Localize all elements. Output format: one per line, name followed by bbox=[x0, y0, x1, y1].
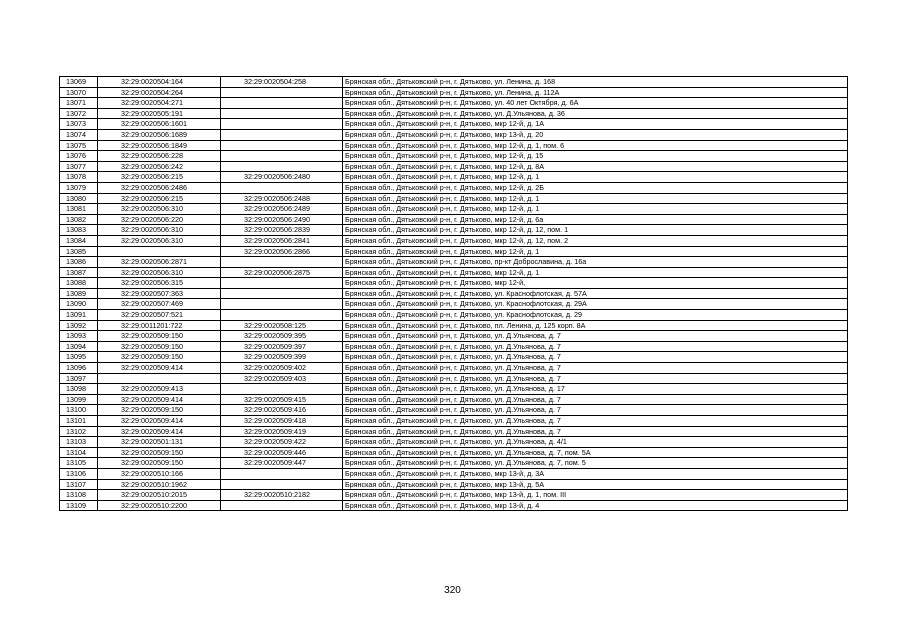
cadastral-number-cell: 32:29:0020509:150 bbox=[98, 331, 221, 342]
address-cell: Брянская обл., Дятьковский р-н, г. Дятьково, мкр 12-й, д. 12, пом. 2 bbox=[343, 235, 848, 246]
cadastral-number-cell: 32:29:0020510:2200 bbox=[98, 500, 221, 511]
address-cell: Брянская обл., Дятьковский р-н, г. Дятьково, ул. Ленина, д. 168 bbox=[343, 77, 848, 88]
linked-cadastral-number-cell bbox=[221, 479, 343, 490]
table-row bbox=[60, 214, 848, 225]
row-number-cell: 13088 bbox=[60, 278, 98, 289]
row-number-cell: 13090 bbox=[60, 299, 98, 310]
linked-cadastral-number-cell: 32:29:0020509:422 bbox=[221, 437, 343, 448]
row-number-cell: 13109 bbox=[60, 500, 98, 511]
table-row bbox=[60, 225, 848, 236]
address-cell: Брянская обл., Дятьковский р-н, г. Дятьково, мкр 12-й, д. 6а bbox=[343, 214, 848, 225]
table-row bbox=[60, 87, 848, 98]
table-row bbox=[60, 119, 848, 130]
cadastral-number-cell: 32:29:0020509:413 bbox=[98, 384, 221, 395]
address-cell: Брянская обл., Дятьковский р-н, г. Дятьково, мкр 12-й, д. 2Б bbox=[343, 182, 848, 193]
linked-cadastral-number-cell bbox=[221, 288, 343, 299]
linked-cadastral-number-cell: 32:29:0020506:2839 bbox=[221, 225, 343, 236]
table-row bbox=[60, 172, 848, 183]
address-cell: Брянская обл., Дятьковский р-н, г. Дятьково, мкр 12-й, д. 12, пом. 1 bbox=[343, 225, 848, 236]
row-number-cell: 13085 bbox=[60, 246, 98, 257]
linked-cadastral-number-cell bbox=[221, 140, 343, 151]
address-cell: Брянская обл., Дятьковский р-н, г. Дятьково, ул. Д.Ульянова, д. 17 bbox=[343, 384, 848, 395]
row-number-cell: 13081 bbox=[60, 204, 98, 215]
linked-cadastral-number-cell: 32:29:0020506:2480 bbox=[221, 172, 343, 183]
table-row bbox=[60, 331, 848, 342]
address-cell: Брянская обл., Дятьковский р-н, г. Дятьково, ул. Д.Ульянова, д. 7, пом. 5 bbox=[343, 458, 848, 469]
cadastral-number-cell: 32:29:0020509:414 bbox=[98, 416, 221, 427]
address-cell: Брянская обл., Дятьковский р-н, г. Дятьково, ул. Д.Ульянова, д. 7 bbox=[343, 416, 848, 427]
address-cell: Брянская обл., Дятьковский р-н, г. Дятьково, мкр 12-й, д. 1 bbox=[343, 193, 848, 204]
cadastral-number-cell: 32:29:0020501:131 bbox=[98, 437, 221, 448]
table-row bbox=[60, 341, 848, 352]
address-cell: Брянская обл., Дятьковский р-н, г. Дятьково, мкр 12-й, д. 1 bbox=[343, 172, 848, 183]
row-number-cell: 13107 bbox=[60, 479, 98, 490]
row-number-cell: 13092 bbox=[60, 320, 98, 331]
row-number-cell: 13099 bbox=[60, 394, 98, 405]
cadastral-number-cell: 32:29:0020506:242 bbox=[98, 161, 221, 172]
linked-cadastral-number-cell: 32:29:0020509:447 bbox=[221, 458, 343, 469]
linked-cadastral-number-cell: 32:29:0020509:416 bbox=[221, 405, 343, 416]
table-row bbox=[60, 490, 848, 501]
address-cell: Брянская обл., Дятьковский р-н, г. Дятьково, ул. Д.Ульянова, д. 7 bbox=[343, 352, 848, 363]
table-row bbox=[60, 288, 848, 299]
row-number-cell: 13071 bbox=[60, 98, 98, 109]
linked-cadastral-number-cell bbox=[221, 278, 343, 289]
linked-cadastral-number-cell bbox=[221, 119, 343, 130]
cadastral-number-cell: 32:29:0020507:521 bbox=[98, 310, 221, 321]
row-number-cell: 13073 bbox=[60, 119, 98, 130]
linked-cadastral-number-cell: 32:29:0020510:2182 bbox=[221, 490, 343, 501]
table-row bbox=[60, 129, 848, 140]
cadastral-number-cell: 32:29:0020506:310 bbox=[98, 204, 221, 215]
row-number-cell: 13069 bbox=[60, 77, 98, 88]
address-cell: Брянская обл., Дятьковский р-н, г. Дятьково, мкр 12-й, д. 1 bbox=[343, 267, 848, 278]
row-number-cell: 13084 bbox=[60, 235, 98, 246]
linked-cadastral-number-cell bbox=[221, 87, 343, 98]
address-cell: Брянская обл., Дятьковский р-н, г. Дятьково, мкр 12-й, д. 1, пом. 6 bbox=[343, 140, 848, 151]
cadastral-number-cell: 32:29:0020506:215 bbox=[98, 172, 221, 183]
address-cell: Брянская обл., Дятьковский р-н, г. Дятьково, пл. Ленина, д. 125 корп. 8А bbox=[343, 320, 848, 331]
table-row bbox=[60, 235, 848, 246]
address-cell: Брянская обл., Дятьковский р-н, г. Дятьково, мкр 12-й, д. 1 bbox=[343, 246, 848, 257]
linked-cadastral-number-cell: 32:29:0020509:403 bbox=[221, 373, 343, 384]
linked-cadastral-number-cell bbox=[221, 500, 343, 511]
linked-cadastral-number-cell: 32:29:0020509:418 bbox=[221, 416, 343, 427]
cadastral-number-cell: 32:29:0020507:469 bbox=[98, 299, 221, 310]
table-row bbox=[60, 193, 848, 204]
table-row bbox=[60, 320, 848, 331]
cadastral-number-cell: 32:29:0020509:150 bbox=[98, 458, 221, 469]
cadastral-number-cell: 32:29:0020509:150 bbox=[98, 352, 221, 363]
registry-table-container bbox=[59, 76, 847, 511]
table-row bbox=[60, 299, 848, 310]
table-row bbox=[60, 161, 848, 172]
cadastral-number-cell: 32:29:0020506:1849 bbox=[98, 140, 221, 151]
address-cell: Брянская обл., Дятьковский р-н, г. Дятьково, мкр 12-й, д. 1А bbox=[343, 119, 848, 130]
cadastral-number-cell: 32:29:0020506:1689 bbox=[98, 129, 221, 140]
address-cell: Брянская обл., Дятьковский р-н, г. Дятьково, ул. Д.Ульянова, д. 7 bbox=[343, 405, 848, 416]
linked-cadastral-number-cell: 32:29:0020506:2866 bbox=[221, 246, 343, 257]
cadastral-number-cell: 32:29:0020506:2486 bbox=[98, 182, 221, 193]
cadastral-number-cell: 32:29:0020509:414 bbox=[98, 363, 221, 374]
table-row bbox=[60, 384, 848, 395]
table-row bbox=[60, 500, 848, 511]
cadastral-number-cell: 32:29:0020510:2015 bbox=[98, 490, 221, 501]
row-number-cell: 13105 bbox=[60, 458, 98, 469]
row-number-cell: 13079 bbox=[60, 182, 98, 193]
cadastral-number-cell: 32:29:0020509:414 bbox=[98, 394, 221, 405]
address-cell: Брянская обл., Дятьковский р-н, г. Дятьково, ул. Ленина, д. 112А bbox=[343, 87, 848, 98]
table-row bbox=[60, 426, 848, 437]
row-number-cell: 13098 bbox=[60, 384, 98, 395]
row-number-cell: 13077 bbox=[60, 161, 98, 172]
linked-cadastral-number-cell: 32:29:0020506:2489 bbox=[221, 204, 343, 215]
row-number-cell: 13083 bbox=[60, 225, 98, 236]
linked-cadastral-number-cell: 32:29:0020509:419 bbox=[221, 426, 343, 437]
cadastral-number-cell: 32:29:0020509:150 bbox=[98, 341, 221, 352]
table-row bbox=[60, 405, 848, 416]
cadastral-number-cell: 32:29:0020507:363 bbox=[98, 288, 221, 299]
address-cell: Брянская обл., Дятьковский р-н, г. Дятьково, ул. Д.Ульянова, д. 7 bbox=[343, 394, 848, 405]
cadastral-number-cell: 32:29:0020504:264 bbox=[98, 87, 221, 98]
row-number-cell: 13104 bbox=[60, 447, 98, 458]
cadastral-number-cell: 32:29:0020504:164 bbox=[98, 77, 221, 88]
row-number-cell: 13102 bbox=[60, 426, 98, 437]
address-cell: Брянская обл., Дятьковский р-н, г. Дятьково, мкр 12-й, д. 15 bbox=[343, 151, 848, 162]
address-cell: Брянская обл., Дятьковский р-н, г. Дятьково, ул. Д.Ульянова, д. 36 bbox=[343, 108, 848, 119]
linked-cadastral-number-cell: 32:29:0020506:2488 bbox=[221, 193, 343, 204]
table-row bbox=[60, 257, 848, 268]
row-number-cell: 13097 bbox=[60, 373, 98, 384]
address-cell: Брянская обл., Дятьковский р-н, г. Дятьково, мкр 13-й, д. 20 bbox=[343, 129, 848, 140]
table-row bbox=[60, 352, 848, 363]
linked-cadastral-number-cell: 32:29:0020506:2875 bbox=[221, 267, 343, 278]
row-number-cell: 13095 bbox=[60, 352, 98, 363]
address-cell: Брянская обл., Дятьковский р-н, г. Дятьково, ул. Д.Ульянова, д. 7, пом. 5А bbox=[343, 447, 848, 458]
table-row bbox=[60, 204, 848, 215]
cadastral-number-cell: 32:29:0020506:310 bbox=[98, 235, 221, 246]
table-row bbox=[60, 468, 848, 479]
row-number-cell: 13106 bbox=[60, 468, 98, 479]
address-cell: Брянская обл., Дятьковский р-н, г. Дятьково, ул. Д.Ульянова, д. 7 bbox=[343, 426, 848, 437]
linked-cadastral-number-cell bbox=[221, 310, 343, 321]
row-number-cell: 13070 bbox=[60, 87, 98, 98]
table-row bbox=[60, 394, 848, 405]
linked-cadastral-number-cell: 32:29:0020509:397 bbox=[221, 341, 343, 352]
cadastral-number-cell: 32:29:0020505:191 bbox=[98, 108, 221, 119]
cadastral-number-cell: 32:29:0020506:310 bbox=[98, 225, 221, 236]
table-row bbox=[60, 108, 848, 119]
row-number-cell: 13108 bbox=[60, 490, 98, 501]
cadastral-number-cell: 32:29:0020509:150 bbox=[98, 405, 221, 416]
cadastral-number-cell: 32:29:0020510:1962 bbox=[98, 479, 221, 490]
table-row bbox=[60, 77, 848, 88]
cadastral-number-cell: 32:29:0020506:2871 bbox=[98, 257, 221, 268]
address-cell: Брянская обл., Дятьковский р-н, г. Дятьково, ул. Краснофлотская, д. 29А bbox=[343, 299, 848, 310]
linked-cadastral-number-cell bbox=[221, 257, 343, 268]
table-row bbox=[60, 278, 848, 289]
row-number-cell: 13093 bbox=[60, 331, 98, 342]
linked-cadastral-number-cell bbox=[221, 98, 343, 109]
table-row bbox=[60, 98, 848, 109]
row-number-cell: 13103 bbox=[60, 437, 98, 448]
linked-cadastral-number-cell bbox=[221, 129, 343, 140]
table-row bbox=[60, 479, 848, 490]
linked-cadastral-number-cell: 32:29:0020509:446 bbox=[221, 447, 343, 458]
cadastral-number-cell: 32:29:0011201:722 bbox=[98, 320, 221, 331]
cadastral-number-cell: 32:29:0020506:228 bbox=[98, 151, 221, 162]
row-number-cell: 13080 bbox=[60, 193, 98, 204]
table-row bbox=[60, 267, 848, 278]
table-row bbox=[60, 310, 848, 321]
linked-cadastral-number-cell: 32:29:0020506:2841 bbox=[221, 235, 343, 246]
address-cell: Брянская обл., Дятьковский р-н, г. Дятьково, мкр 12-й, д. 1 bbox=[343, 204, 848, 215]
linked-cadastral-number-cell: 32:29:0020509:399 bbox=[221, 352, 343, 363]
row-number-cell: 13074 bbox=[60, 129, 98, 140]
table-row bbox=[60, 363, 848, 374]
address-cell: Брянская обл., Дятьковский р-н, г. Дятьково, мкр 13-й, д. 1, пом. III bbox=[343, 490, 848, 501]
row-number-cell: 13094 bbox=[60, 341, 98, 352]
table-row bbox=[60, 416, 848, 427]
cadastral-number-cell: 32:29:0020506:1601 bbox=[98, 119, 221, 130]
cadastral-number-cell: 32:29:0020506:215 bbox=[98, 193, 221, 204]
address-cell: Брянская обл., Дятьковский р-н, г. Дятьково, ул. Д.Ульянова, д. 7 bbox=[343, 363, 848, 374]
cadastral-number-cell: 32:29:0020506:220 bbox=[98, 214, 221, 225]
linked-cadastral-number-cell: 32:29:0020504:258 bbox=[221, 77, 343, 88]
cadastral-number-cell: 32:29:0020504:271 bbox=[98, 98, 221, 109]
linked-cadastral-number-cell: 32:29:0020509:402 bbox=[221, 363, 343, 374]
linked-cadastral-number-cell bbox=[221, 151, 343, 162]
address-cell: Брянская обл., Дятьковский р-н, г. Дятьково, мкр 13-й, д. 5А bbox=[343, 479, 848, 490]
linked-cadastral-number-cell bbox=[221, 108, 343, 119]
linked-cadastral-number-cell bbox=[221, 384, 343, 395]
row-number-cell: 13096 bbox=[60, 363, 98, 374]
cadastral-number-cell: 32:29:0020509:150 bbox=[98, 447, 221, 458]
table-row bbox=[60, 447, 848, 458]
registry-table bbox=[59, 76, 848, 511]
address-cell: Брянская обл., Дятьковский р-н, г. Дятьково, ул. Краснофлотская, д. 57А bbox=[343, 288, 848, 299]
address-cell: Брянская обл., Дятьковский р-н, г. Дятьково, мкр 13-й, д. 3А bbox=[343, 468, 848, 479]
cadastral-number-cell bbox=[98, 373, 221, 384]
cadastral-number-cell: 32:29:0020506:310 bbox=[98, 267, 221, 278]
cadastral-number-cell: 32:29:0020509:414 bbox=[98, 426, 221, 437]
table-row bbox=[60, 437, 848, 448]
address-cell: Брянская обл., Дятьковский р-н, г. Дятьково, ул. 40 лет Октября, д. 6А bbox=[343, 98, 848, 109]
address-cell: Брянская обл., Дятьковский р-н, г. Дятьково, ул. Краснофлотская, д. 29 bbox=[343, 310, 848, 321]
address-cell: Брянская обл., Дятьковский р-н, г. Дятьково, мкр 12-й, bbox=[343, 278, 848, 289]
row-number-cell: 13086 bbox=[60, 257, 98, 268]
address-cell: Брянская обл., Дятьковский р-н, г. Дятьково, мкр 13-й, д. 4 bbox=[343, 500, 848, 511]
row-number-cell: 13091 bbox=[60, 310, 98, 321]
linked-cadastral-number-cell bbox=[221, 161, 343, 172]
table-row bbox=[60, 246, 848, 257]
row-number-cell: 13101 bbox=[60, 416, 98, 427]
table-row bbox=[60, 151, 848, 162]
table-row bbox=[60, 373, 848, 384]
linked-cadastral-number-cell: 32:29:0020509:395 bbox=[221, 331, 343, 342]
linked-cadastral-number-cell bbox=[221, 182, 343, 193]
linked-cadastral-number-cell: 32:29:0020508:125 bbox=[221, 320, 343, 331]
row-number-cell: 13075 bbox=[60, 140, 98, 151]
row-number-cell: 13087 bbox=[60, 267, 98, 278]
page-number: 320 bbox=[444, 585, 461, 596]
address-cell: Брянская обл., Дятьковский р-н, г. Дятьково, ул. Д.Ульянова, д. 7 bbox=[343, 341, 848, 352]
table-row bbox=[60, 458, 848, 469]
cadastral-number-cell bbox=[98, 246, 221, 257]
address-cell: Брянская обл., Дятьковский р-н, г. Дятьково, ул. Д.Ульянова, д. 7 bbox=[343, 373, 848, 384]
address-cell: Брянская обл., Дятьковский р-н, г. Дятьково, ул. Д.Ульянова, д. 4/1 bbox=[343, 437, 848, 448]
row-number-cell: 13089 bbox=[60, 288, 98, 299]
registry-table-body bbox=[60, 77, 848, 511]
table-row bbox=[60, 182, 848, 193]
linked-cadastral-number-cell bbox=[221, 299, 343, 310]
row-number-cell: 13082 bbox=[60, 214, 98, 225]
address-cell: Брянская обл., Дятьковский р-н, г. Дятьково, ул. Д.Ульянова, д. 7 bbox=[343, 331, 848, 342]
row-number-cell: 13072 bbox=[60, 108, 98, 119]
address-cell: Брянская обл., Дятьковский р-н, г. Дятьково, пр-кт Доброславина, д. 16а bbox=[343, 257, 848, 268]
table-row bbox=[60, 140, 848, 151]
linked-cadastral-number-cell bbox=[221, 468, 343, 479]
row-number-cell: 13078 bbox=[60, 172, 98, 183]
linked-cadastral-number-cell: 32:29:0020506:2490 bbox=[221, 214, 343, 225]
row-number-cell: 13076 bbox=[60, 151, 98, 162]
cadastral-number-cell: 32:29:0020510:166 bbox=[98, 468, 221, 479]
address-cell: Брянская обл., Дятьковский р-н, г. Дятьково, мкр 12-й, д. 8А bbox=[343, 161, 848, 172]
cadastral-number-cell: 32:29:0020506:315 bbox=[98, 278, 221, 289]
linked-cadastral-number-cell: 32:29:0020509:415 bbox=[221, 394, 343, 405]
row-number-cell: 13100 bbox=[60, 405, 98, 416]
